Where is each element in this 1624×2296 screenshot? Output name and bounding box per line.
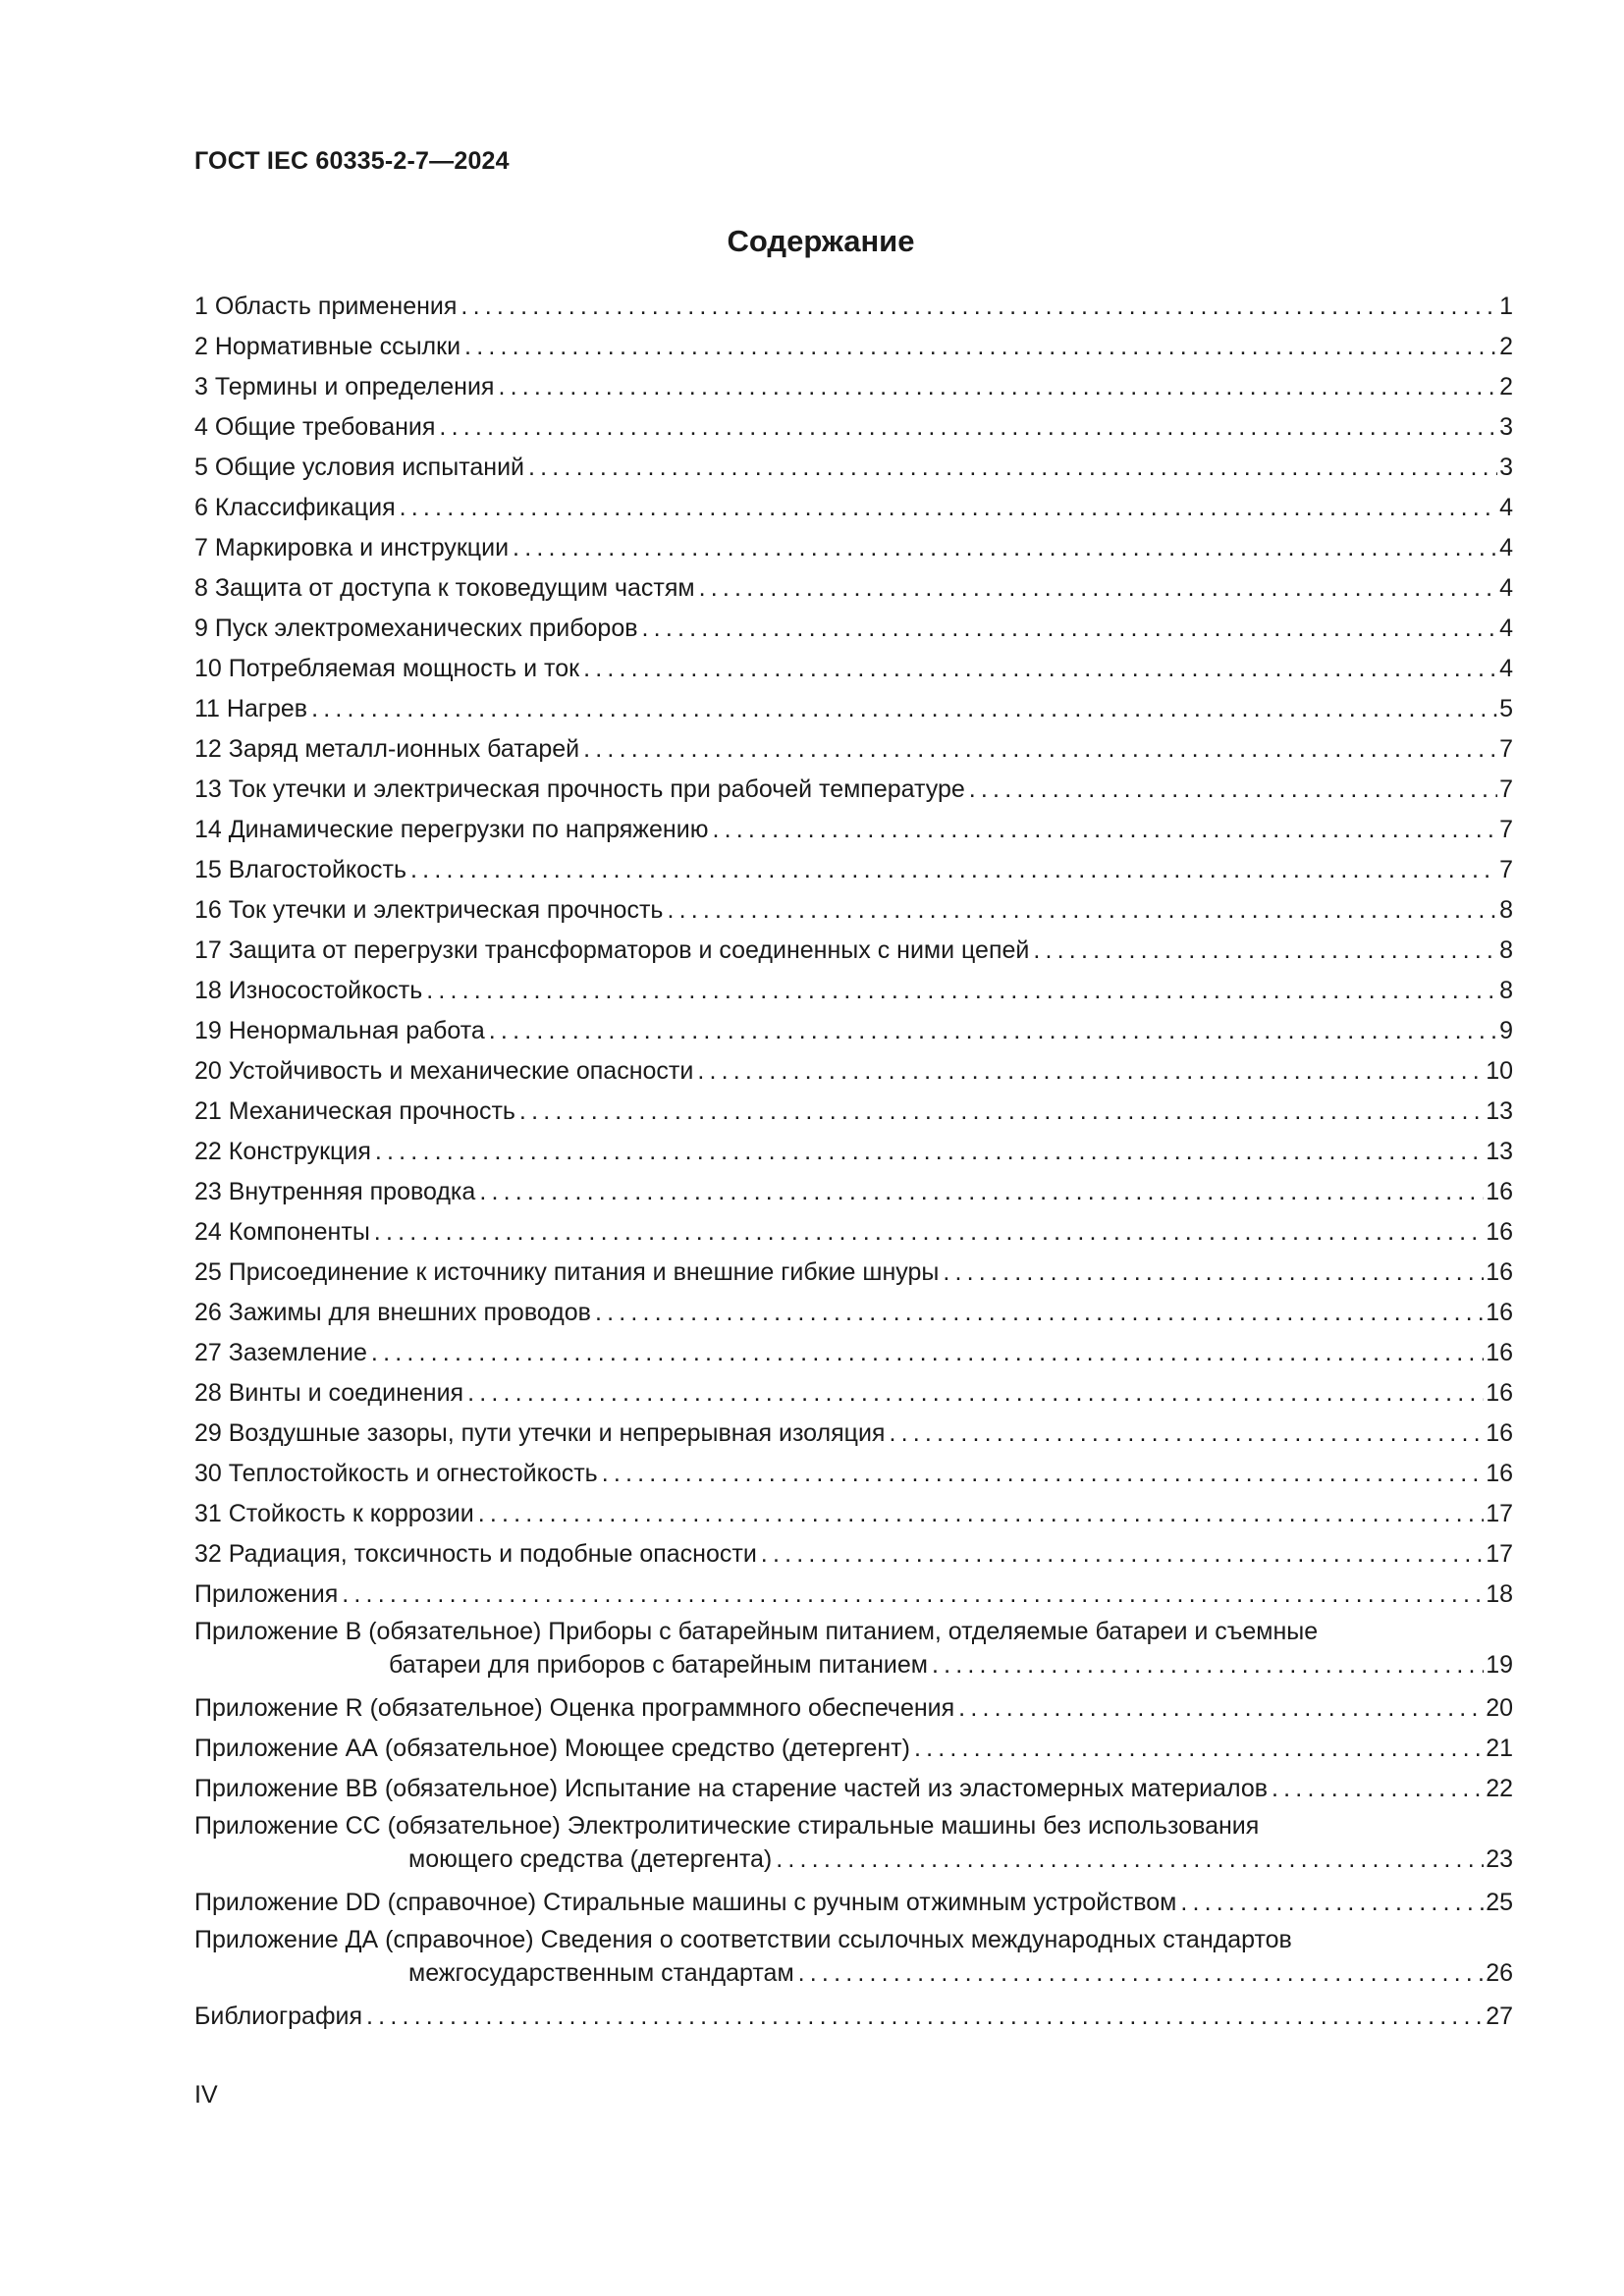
toc-dot-leader: [914, 1729, 1484, 1769]
toc-entry-page: 25: [1486, 1889, 1513, 1916]
toc-dot-leader: [374, 1212, 1484, 1253]
toc-entry-label: 5 Общие условия испытаний: [194, 454, 524, 481]
toc-entry-page: 7: [1499, 735, 1513, 763]
toc-dot-leader: [969, 770, 1497, 810]
toc-entry-label-continued: моющего средства (детергента): [408, 1845, 773, 1873]
toc-entry-page: 13: [1486, 1138, 1513, 1165]
toc-dot-leader: [761, 1534, 1484, 1575]
toc-entry-label: 30 Теплостойкость и огнестойкость: [194, 1460, 598, 1487]
toc-entry[interactable]: [194, 528, 1513, 568]
toc-entry-label: 10 Потребляемая мощность и ток: [194, 655, 580, 682]
toc-dot-leader: [776, 1842, 1484, 1876]
toc-entry-page: 4: [1499, 494, 1513, 521]
toc-dot-leader: [498, 367, 1497, 407]
toc-entry-page: 9: [1499, 1017, 1513, 1044]
toc-entry[interactable]: [194, 890, 1513, 931]
toc-dot-leader: [426, 971, 1497, 1011]
toc-dot-leader: [439, 407, 1497, 448]
toc-entry-annex-bb[interactable]: [194, 1769, 1513, 1809]
toc-entry-label: Приложение DD (справочное) Стиральные машины с ручным отжимным устройством: [194, 1889, 1177, 1916]
toc-entry-page: 13: [1486, 1097, 1513, 1125]
toc-entry[interactable]: [194, 1293, 1513, 1333]
toc-dot-leader: [798, 1956, 1485, 1990]
toc-dot-leader: [697, 1051, 1484, 1092]
toc-entry[interactable]: [194, 1534, 1513, 1575]
toc-entry-page: 22: [1486, 1775, 1513, 1802]
toc-entry-page: 2: [1499, 333, 1513, 360]
toc-sections: [194, 287, 1513, 1615]
toc-entry-page: 8: [1499, 896, 1513, 924]
toc-entry-label: 2 Нормативные ссылки: [194, 333, 461, 360]
toc-entry-page: 20: [1486, 1694, 1513, 1722]
toc-entry-annex-r[interactable]: [194, 1688, 1513, 1729]
toc-dot-leader: [464, 327, 1497, 367]
toc-dot-leader: [932, 1648, 1484, 1682]
toc-dot-leader: [1272, 1769, 1484, 1809]
toc-dot-leader: [342, 1575, 1484, 1615]
toc-dot-leader: [958, 1688, 1484, 1729]
toc-entry[interactable]: [194, 689, 1513, 729]
toc-entry-label: Приложения: [194, 1580, 339, 1608]
toc-entry-label: 11 Нагрев: [194, 695, 308, 722]
toc-dot-leader: [528, 448, 1497, 488]
toc-entry-page: 16: [1486, 1460, 1513, 1487]
toc-dot-leader: [583, 649, 1497, 689]
toc-entry-label: 28 Винты и соединения: [194, 1379, 464, 1407]
toc-dot-leader: [371, 1333, 1484, 1373]
toc-entry-page: 17: [1486, 1500, 1513, 1527]
toc-entry-page: 4: [1499, 655, 1513, 682]
toc-entry[interactable]: [194, 729, 1513, 770]
toc-entry-page: 21: [1486, 1735, 1513, 1762]
toc-entry[interactable]: [194, 367, 1513, 407]
toc-entry-page: 10: [1486, 1057, 1513, 1085]
toc-entry[interactable]: [194, 810, 1513, 850]
toc-entry[interactable]: [194, 407, 1513, 448]
toc-entry-page: 16: [1486, 1178, 1513, 1205]
toc-dot-leader: [1180, 1883, 1484, 1923]
toc-entry[interactable]: [194, 1333, 1513, 1373]
toc-entry-page: 23: [1486, 1845, 1513, 1873]
toc-dot-leader: [712, 810, 1497, 850]
toc-entry[interactable]: [194, 1575, 1513, 1615]
toc-entry-page: 16: [1486, 1339, 1513, 1366]
toc-dot-leader: [667, 890, 1497, 931]
toc-dot-leader: [889, 1414, 1484, 1454]
toc-entry[interactable]: [194, 649, 1513, 689]
toc-entry-label: 25 Присоединение к источнику питания и внешние гибкие шнуры: [194, 1258, 940, 1286]
toc-entry-label: Приложение АА (обязательное) Моющее средство (детергент): [194, 1735, 910, 1762]
toc-entry-label: 3 Термины и определения: [194, 373, 495, 400]
toc-dot-leader: [460, 287, 1497, 327]
toc-entry-label: 22 Конструкция: [194, 1138, 371, 1165]
toc-entry-label: 32 Радиация, токсичность и подобные опасности: [194, 1540, 757, 1568]
toc-entry[interactable]: [194, 1092, 1513, 1132]
toc-entry[interactable]: [194, 488, 1513, 528]
toc-dot-leader: [375, 1132, 1484, 1172]
toc-entry-label: 27 Заземление: [194, 1339, 367, 1366]
toc-entry[interactable]: [194, 1494, 1513, 1534]
toc-entry[interactable]: [194, 327, 1513, 367]
toc-entry-label-continued: межгосударственным стандартам: [408, 1959, 794, 1987]
toc-entry-annex-b[interactable]: [194, 1615, 1513, 1688]
toc-entry[interactable]: [194, 1373, 1513, 1414]
toc-entry[interactable]: [194, 609, 1513, 649]
toc-entry-label: 24 Компоненты: [194, 1218, 370, 1246]
toc-entry-page: 16: [1486, 1379, 1513, 1407]
toc-entry-page: 7: [1499, 775, 1513, 803]
toc-entry-page: 3: [1499, 454, 1513, 481]
toc-dot-leader: [642, 609, 1498, 649]
toc-entry[interactable]: [194, 971, 1513, 1011]
toc-entry-page: 18: [1486, 1580, 1513, 1608]
toc-entry-page: 4: [1499, 534, 1513, 561]
toc-entry-label: Приложение СС (обязательное) Электролитические стиральные машины без использования: [194, 1812, 1260, 1840]
toc-entry-label: 17 Защита от перегрузки трансформаторов и соединенных с ними цепей: [194, 936, 1030, 964]
toc-entry-label: 1 Область применения: [194, 293, 458, 320]
page-number: IV: [194, 2081, 218, 2109]
toc-entry-label: 9 Пуск электромеханических приборов: [194, 614, 638, 642]
toc-entry-label: 20 Устойчивость и механические опасности: [194, 1057, 694, 1085]
toc-entry-label: 12 Заряд металл-ионных батарей: [194, 735, 580, 763]
toc-entry-page: 4: [1499, 614, 1513, 642]
toc-entry-label: 18 Износостойкость: [194, 977, 423, 1004]
toc-entry-page: 7: [1499, 856, 1513, 883]
toc-entry[interactable]: [194, 1454, 1513, 1494]
toc-entry-page: 3: [1499, 413, 1513, 441]
toc-entry-label: Приложение R (обязательное) Оценка программного обеспечения: [194, 1694, 955, 1722]
toc-entry-annex-da[interactable]: [194, 1923, 1513, 1997]
toc-entry-page: 5: [1499, 695, 1513, 722]
toc-entry[interactable]: [194, 287, 1513, 327]
toc-entry-page: 27: [1486, 2002, 1513, 2030]
toc-entry-page: 16: [1486, 1299, 1513, 1326]
toc-dot-leader: [489, 1011, 1497, 1051]
toc-dot-leader: [513, 528, 1497, 568]
toc-entry-page: 19: [1486, 1651, 1513, 1679]
toc-entry-label: 4 Общие требования: [194, 413, 436, 441]
toc-entry-page: 8: [1499, 936, 1513, 964]
toc-dot-leader: [943, 1253, 1484, 1293]
toc-dot-leader: [602, 1454, 1484, 1494]
toc-entry-page: 2: [1499, 373, 1513, 400]
toc-entry-page: 17: [1486, 1540, 1513, 1568]
toc-entry-page: 16: [1486, 1419, 1513, 1447]
toc-dot-leader: [479, 1172, 1484, 1212]
toc-entry[interactable]: [194, 1212, 1513, 1253]
toc-entry[interactable]: [194, 770, 1513, 810]
toc-dot-leader: [519, 1092, 1484, 1132]
toc-entry[interactable]: [194, 1132, 1513, 1172]
toc-dot-leader: [583, 729, 1497, 770]
document-code: ГОСТ IEC 60335-2-7—2024: [194, 147, 510, 175]
toc-entry-label: Библиография: [194, 2002, 363, 2030]
toc-entry-label: 29 Воздушные зазоры, пути утечки и непрерывная изоляция: [194, 1419, 886, 1447]
toc-entry-label-continued: батареи для приборов с батарейным питанием: [389, 1651, 928, 1679]
toc-title: Содержание: [727, 224, 915, 258]
toc-entry-page: 8: [1499, 977, 1513, 1004]
toc-dot-leader: [311, 689, 1497, 729]
toc-entry-label: Приложение B (обязательное) Приборы с батарейным питанием, отделяемые батареи и съемные: [194, 1618, 1319, 1645]
toc-entry-label: 19 Ненормальная работа: [194, 1017, 485, 1044]
toc-entry-label: Приложение ВВ (обязательное) Испытание на старение частей из эластомерных материалов: [194, 1775, 1269, 1802]
toc-entry-page: 1: [1499, 293, 1513, 320]
toc-dot-leader: [400, 488, 1497, 528]
toc-entry-label: 26 Зажимы для внешних проводов: [194, 1299, 591, 1326]
toc-entry[interactable]: [194, 931, 1513, 971]
toc-dot-leader: [410, 850, 1497, 890]
toc-entry-bibliography[interactable]: [194, 1997, 1513, 2037]
toc-dot-leader: [467, 1373, 1484, 1414]
toc-dot-leader: [366, 1997, 1484, 2037]
toc-entry-label: 16 Ток утечки и электрическая прочность: [194, 896, 664, 924]
toc-entry[interactable]: [194, 850, 1513, 890]
toc-entry[interactable]: [194, 568, 1513, 609]
toc-entry-annex-cc[interactable]: [194, 1809, 1513, 1883]
toc-entry-page: 16: [1486, 1218, 1513, 1246]
toc-entry-label: 31 Стойкость к коррозии: [194, 1500, 474, 1527]
toc-dot-leader: [595, 1293, 1484, 1333]
toc-entry-label: 23 Внутренняя проводка: [194, 1178, 476, 1205]
toc-entry[interactable]: [194, 1051, 1513, 1092]
toc-dot-leader: [1033, 931, 1497, 971]
toc-entry-label: 15 Влагостойкость: [194, 856, 407, 883]
toc-entry-label: 7 Маркировка и инструкции: [194, 534, 510, 561]
toc-entry[interactable]: [194, 1172, 1513, 1212]
toc-dot-leader: [478, 1494, 1484, 1534]
toc-entry-annex-aa[interactable]: [194, 1729, 1513, 1769]
toc-entry[interactable]: [194, 448, 1513, 488]
toc-entry-page: 4: [1499, 574, 1513, 602]
toc-entry-label: Приложение ДА (справочное) Сведения о соответствии ссылочных международных стандартов: [194, 1926, 1292, 1953]
table-of-contents: [194, 287, 1513, 2037]
toc-dot-leader: [699, 568, 1498, 609]
toc-entry-page: 16: [1486, 1258, 1513, 1286]
toc-entry-label: 6 Классификация: [194, 494, 396, 521]
toc-entry[interactable]: [194, 1253, 1513, 1293]
toc-entry-label: 14 Динамические перегрузки по напряжению: [194, 816, 709, 843]
toc-entry-label: 8 Защита от доступа к токоведущим частям: [194, 574, 695, 602]
toc-entry[interactable]: [194, 1011, 1513, 1051]
toc-entry[interactable]: [194, 1414, 1513, 1454]
toc-entry-page: 26: [1486, 1959, 1513, 1987]
toc-entry-annex-dd[interactable]: [194, 1883, 1513, 1923]
toc-entry-label: 13 Ток утечки и электрическая прочность при рабочей температуре: [194, 775, 965, 803]
toc-entry-page: 7: [1499, 816, 1513, 843]
toc-entry-label: 21 Механическая прочность: [194, 1097, 515, 1125]
